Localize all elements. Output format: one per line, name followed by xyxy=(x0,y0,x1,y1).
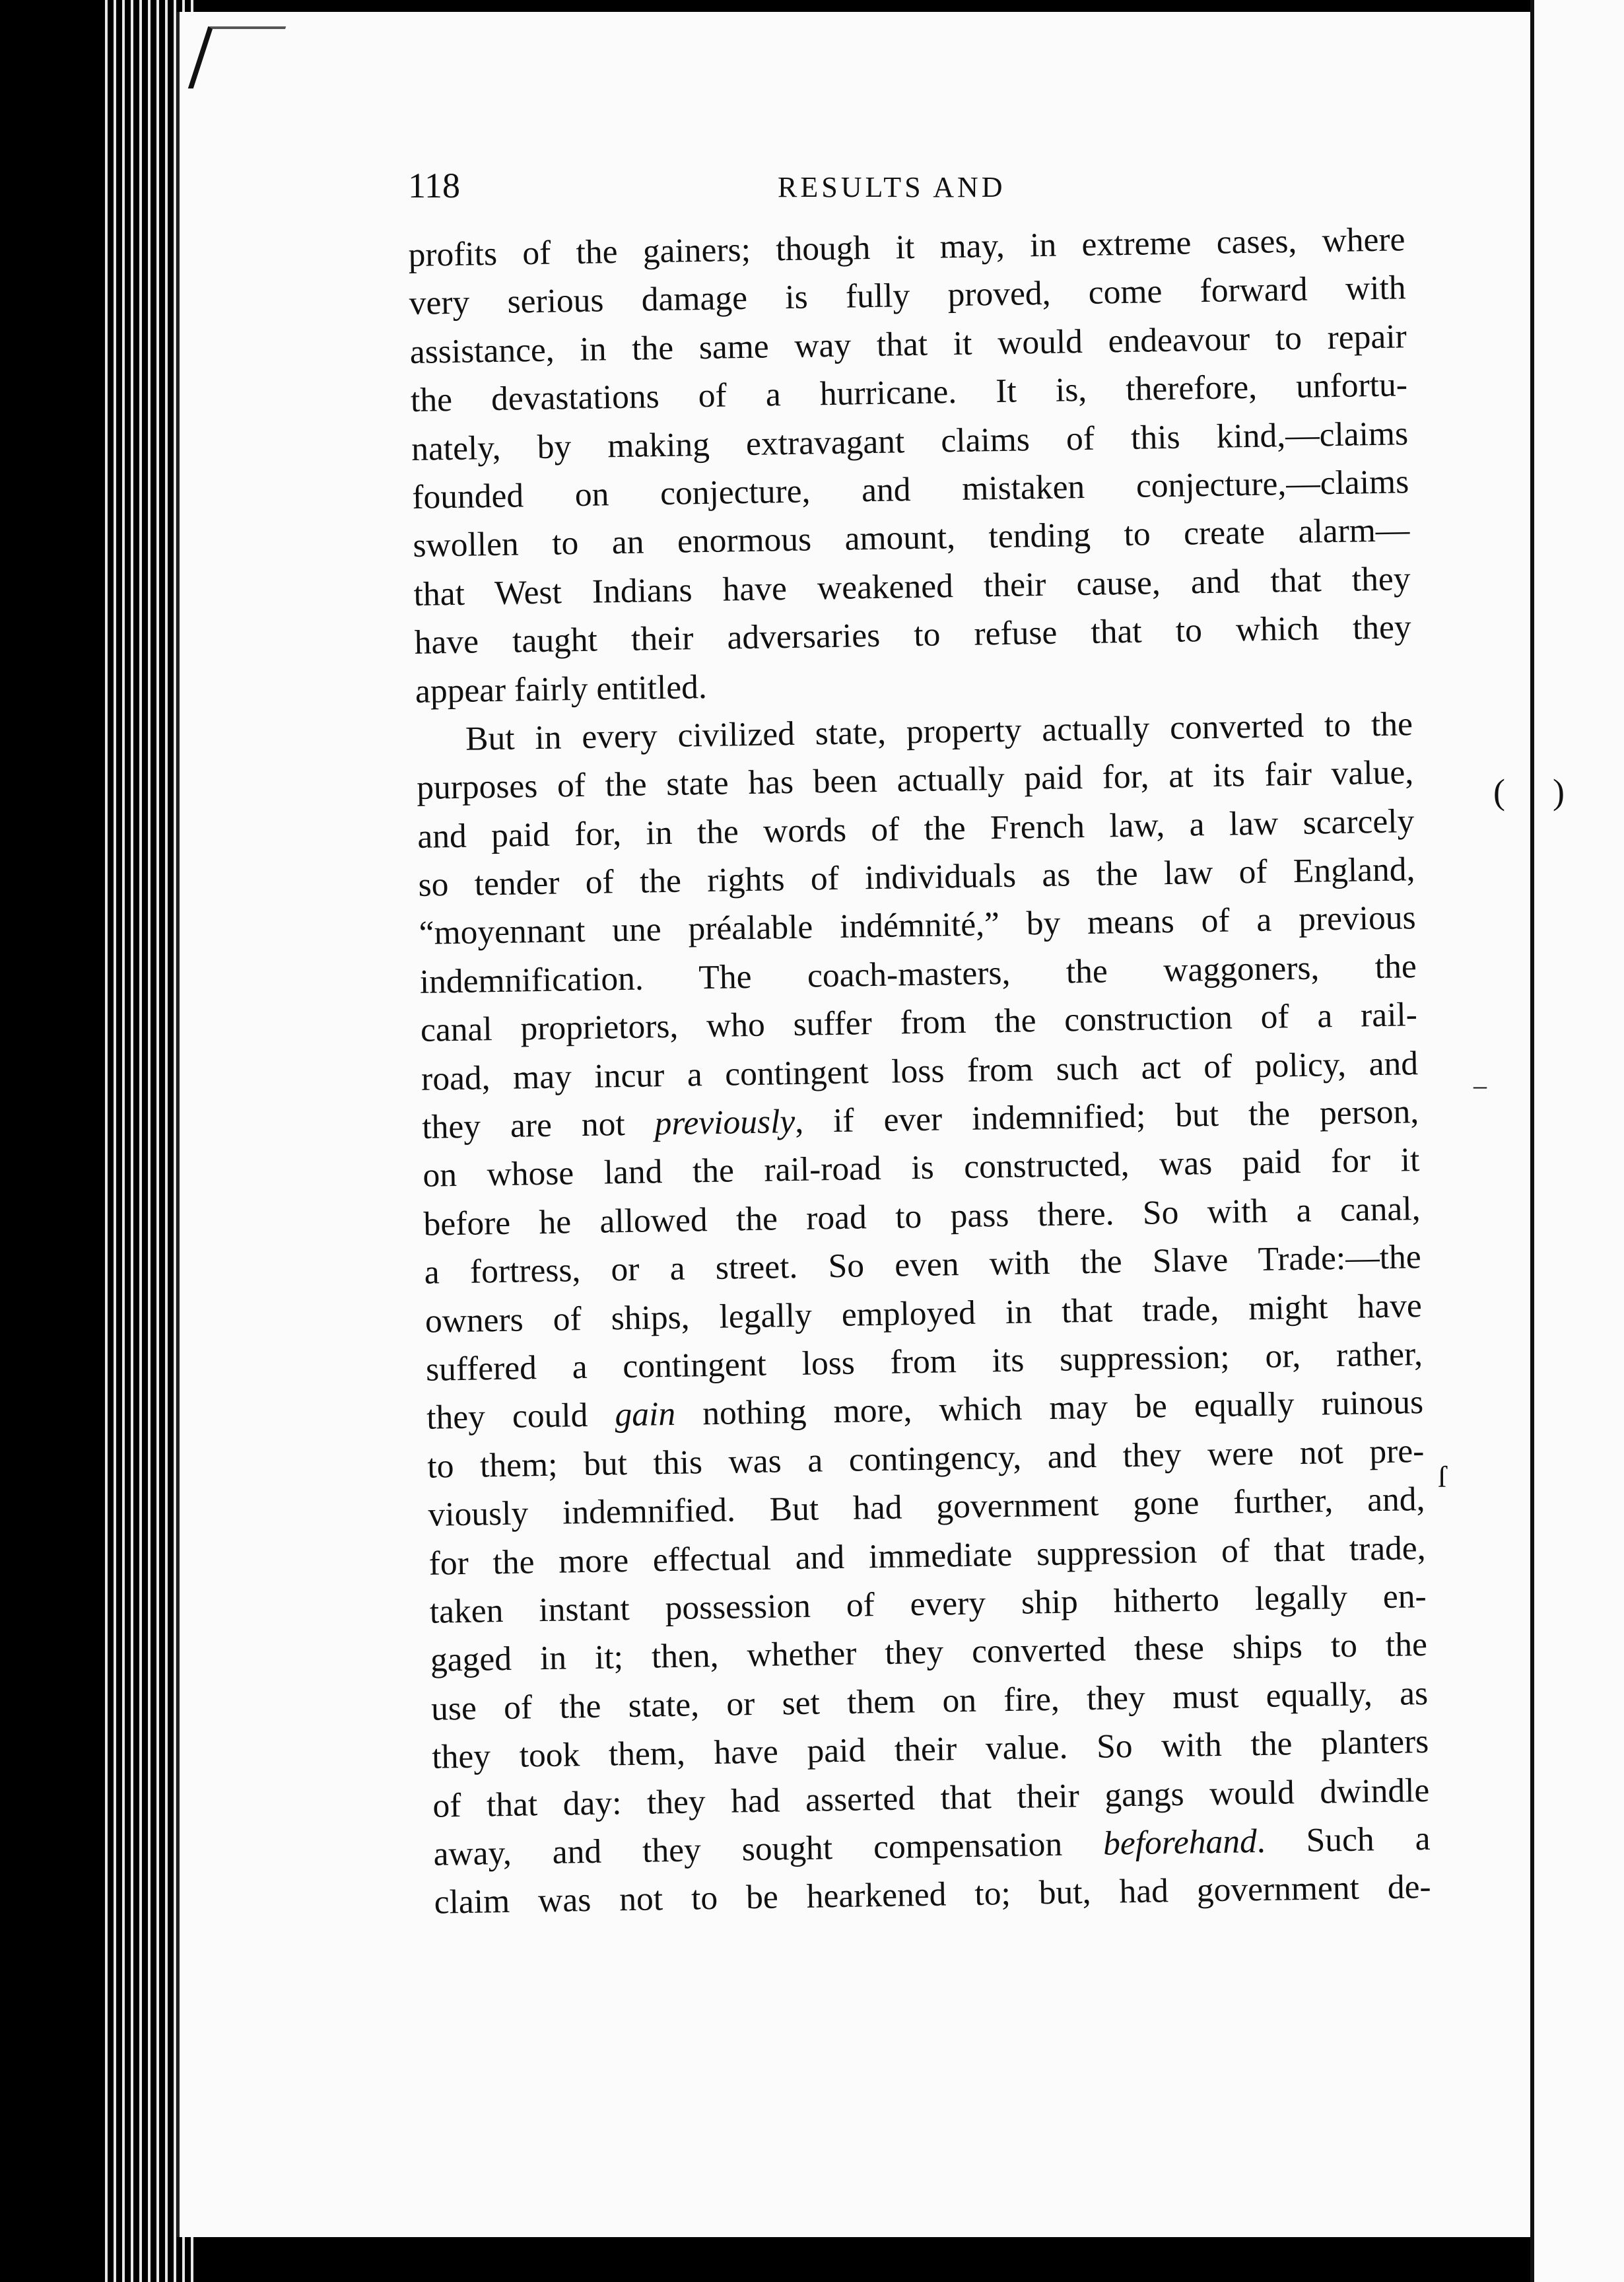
text-line: canal proprietors, who suffer from the construction of a rail- xyxy=(420,996,1418,1050)
facing-page-strip xyxy=(1530,0,1624,2282)
text-line: nately, by making extravagant claims of this kind,—claims xyxy=(411,414,1409,468)
text-line: taken instant possession of every ship hitherto legally en- xyxy=(429,1577,1427,1631)
text-line: they could gain nothing more, which may be equally ruinous xyxy=(426,1383,1424,1437)
text-line: “moyennant une préalable indémnité,” by means of a previous xyxy=(419,899,1416,953)
text-line: assistance, in the same way that it would endeavour to repair xyxy=(409,318,1407,371)
text-line: to them; but this was a contingency, and they were not pre- xyxy=(426,1432,1425,1486)
text-line: a fortress, or a street. So even with the Slave Trade:—the xyxy=(424,1238,1422,1292)
text-line: claim was not to be hearkened to; but, had government de- xyxy=(434,1868,1432,1921)
margin-mark-left-paren: ( xyxy=(1493,772,1505,812)
text-line: founded on conjecture, and mistaken conjecture,—claims xyxy=(411,463,1409,516)
text-line: purposes of the state has been actually paid for, at its fair value, xyxy=(416,753,1414,808)
text-line: the devastations of a hurricane. It is, therefore, unfortu- xyxy=(410,366,1408,420)
text-line: so tender of the rights of individuals as the law of England, xyxy=(418,850,1415,904)
body-text xyxy=(408,215,1431,1927)
text-line: owners of ships, legally employed in that trade, might have xyxy=(424,1286,1423,1340)
margin-mark-dash: ‒ xyxy=(1473,1070,1487,1100)
running-head xyxy=(408,165,1398,218)
text-line: use of the state, or set them on fire, they must equally, as xyxy=(430,1674,1429,1728)
text-line: they took them, have paid their value. So with the planters xyxy=(431,1723,1429,1776)
text-line: have taught their adversaries to refuse that to which they xyxy=(414,608,1412,662)
text-line: and paid for, in the words of the French law, a law scarcely xyxy=(417,802,1415,856)
text-line: of that day: they had asserted that their gangs would dwindle xyxy=(432,1771,1430,1825)
margin-mark-right-paren: ) xyxy=(1553,772,1565,812)
text-line: away, and they sought compensation beforehand. Such a xyxy=(433,1819,1431,1873)
text-line: appear fairly entitled. xyxy=(415,668,708,710)
text-line: very serious damage is fully proved, come forward with xyxy=(409,269,1406,323)
text-line: suffered a contingent loss from its suppression; or, rather, xyxy=(425,1335,1423,1389)
running-head-title: RESULTS AND xyxy=(778,171,1006,203)
text-line: they are not previously, if ever indemnified; but the person, xyxy=(421,1093,1419,1146)
text-line: indemnification. The coach-masters, the waggoners, the xyxy=(419,948,1417,1001)
text-line: that West Indians have weakened their cause, and that they xyxy=(413,559,1411,613)
text-line: profits of the gainers; though it may, in extreme cases, where xyxy=(408,221,1405,274)
page-number: 118 xyxy=(408,166,460,205)
text-line: viously indemnified. But had government gone further, and, xyxy=(428,1480,1425,1534)
text-line: before he allowed the road to pass there. So with a canal, xyxy=(423,1189,1421,1243)
text-line: road, may incur a contingent loss from such act of policy, and xyxy=(421,1044,1419,1098)
text-line: But in every civilized state, property actually converted to the xyxy=(465,705,1413,758)
text-line: swollen to an enormous amount, tending to create alarm— xyxy=(413,511,1410,565)
text-line: gaged in it; then, whether they converted these ships to the xyxy=(430,1626,1428,1680)
text-line: for the more effectual and immediate suppression of that trade, xyxy=(428,1529,1426,1583)
text-line: on whose land the rail-road is constructed, was paid for it xyxy=(423,1141,1420,1195)
margin-mark-tick: ſ xyxy=(1438,1460,1446,1494)
